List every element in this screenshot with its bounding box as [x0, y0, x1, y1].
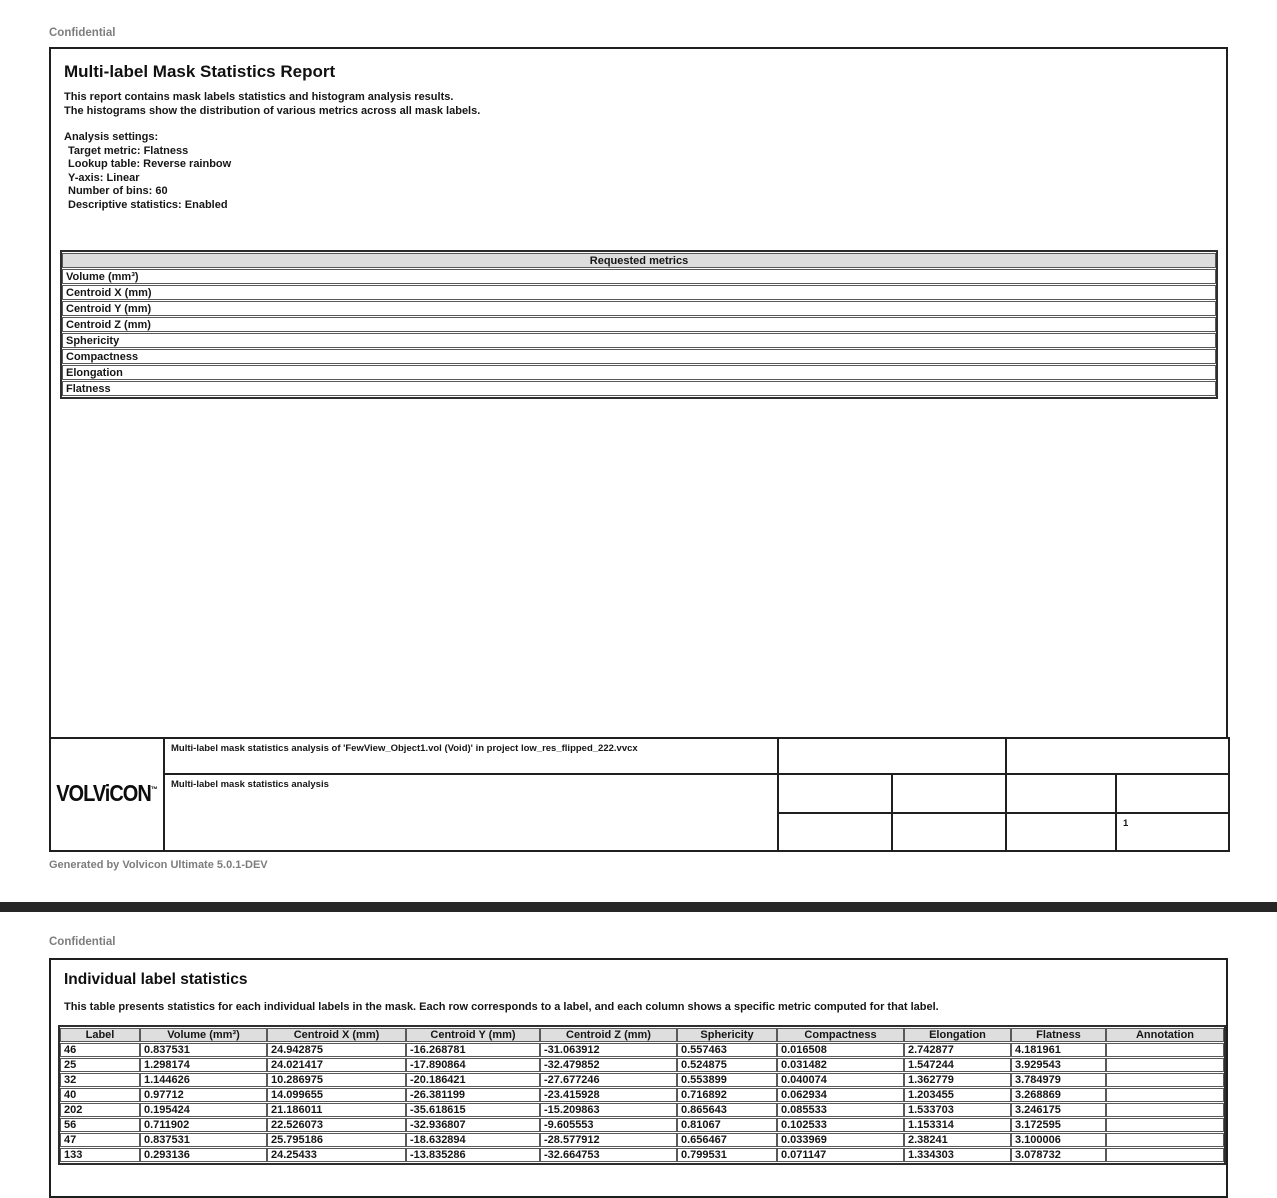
requested-metric-row — [62, 349, 1216, 364]
table-cell: 1.334303 — [904, 1148, 1011, 1162]
analysis-settings — [64, 131, 231, 212]
table-row — [60, 1103, 1224, 1117]
table-cell: 0.102533 — [777, 1118, 904, 1132]
requested-metric-row — [62, 301, 1216, 316]
table-cell: -17.890864 — [406, 1058, 540, 1072]
table-cell: 3.172595 — [1011, 1118, 1106, 1132]
table-cell: 0.711902 — [140, 1118, 267, 1132]
table-cell: 0.837531 — [140, 1043, 267, 1057]
table-cell: 14.099655 — [267, 1088, 406, 1102]
requested-metric-row — [62, 269, 1216, 284]
table-cell: 1.153314 — [904, 1118, 1011, 1132]
page1-title: Multi-label Mask Statistics Report — [64, 62, 336, 81]
footer-row-1 — [50, 738, 1229, 774]
table-cell: 0.033969 — [777, 1133, 904, 1147]
table-cell: 0.040074 — [777, 1073, 904, 1087]
table-row — [60, 1043, 1224, 1057]
table-cell: -32.479852 — [540, 1058, 677, 1072]
table-cell: -27.677246 — [540, 1073, 677, 1087]
table-cell: 0.195424 — [140, 1103, 267, 1117]
table-cell: 1.144626 — [140, 1073, 267, 1087]
requested-metric-name: Centroid X (mm) — [62, 285, 1216, 300]
requested-metrics-body — [62, 269, 1216, 396]
table-cell: 133 — [60, 1148, 140, 1162]
table-cell: 46 — [60, 1043, 140, 1057]
footer-empty-cell-i — [1006, 813, 1116, 851]
footer-empty-cell-c — [778, 774, 892, 813]
table-cell: 3.078732 — [1011, 1148, 1106, 1162]
table-row — [60, 1058, 1224, 1072]
label-statistics-body — [60, 1043, 1224, 1162]
table-cell: 47 — [60, 1133, 140, 1147]
table-cell: 3.100006 — [1011, 1133, 1106, 1147]
table-cell: 3.268869 — [1011, 1088, 1106, 1102]
table-cell: 2.38241 — [904, 1133, 1011, 1147]
report-page-2 — [49, 958, 1228, 1198]
title-block-footer — [49, 737, 1230, 852]
table-cell: 40 — [60, 1088, 140, 1102]
trademark-symbol: ™ — [150, 786, 158, 795]
report-page-1 — [49, 47, 1228, 852]
column-header: Sphericity — [677, 1028, 777, 1042]
table-cell: -28.577912 — [540, 1133, 677, 1147]
table-cell: 0.071147 — [777, 1148, 904, 1162]
table-cell: 2.742877 — [904, 1043, 1011, 1057]
table-cell: -31.063912 — [540, 1043, 677, 1057]
table-cell — [1106, 1148, 1224, 1162]
column-header: Compactness — [777, 1028, 904, 1042]
table-row — [60, 1073, 1224, 1087]
table-cell: 25 — [60, 1058, 140, 1072]
page-separator-bar — [0, 902, 1277, 912]
column-header: Label — [60, 1028, 140, 1042]
requested-metric-name: Volume (mm³) — [62, 269, 1216, 284]
table-cell: -15.209863 — [540, 1103, 677, 1117]
column-header: Annotation — [1106, 1028, 1224, 1042]
table-cell: 22.526073 — [267, 1118, 406, 1132]
table-row — [60, 1118, 1224, 1132]
table-cell: -35.618615 — [406, 1103, 540, 1117]
table-cell: 10.286975 — [267, 1073, 406, 1087]
requested-metric-name: Elongation — [62, 365, 1216, 380]
column-header: Centroid Z (mm) — [540, 1028, 677, 1042]
volvicon-logo — [50, 738, 164, 851]
page2-description: This table presents statistics for each individual labels in the mask. Each row corresponds to a label, and each column shows a specific metric computed for that label. — [64, 1001, 939, 1013]
requested-metric-name: Sphericity — [62, 333, 1216, 348]
table-cell: 1.203455 — [904, 1088, 1011, 1102]
table-cell: -13.835286 — [406, 1148, 540, 1162]
table-cell: 1.362779 — [904, 1073, 1011, 1087]
page2-title: Individual label statistics — [64, 971, 248, 988]
confidential-label-page2: Confidential — [49, 936, 116, 948]
setting-lookup-table: Lookup table: Reverse rainbow — [68, 158, 232, 170]
table-cell — [1106, 1073, 1224, 1087]
table-cell: -18.632894 — [406, 1133, 540, 1147]
analysis-settings-heading: Analysis settings: — [64, 131, 159, 143]
table-cell: 56 — [60, 1118, 140, 1132]
table-cell: -26.381199 — [406, 1088, 540, 1102]
table-cell: 0.085533 — [777, 1103, 904, 1117]
table-cell: 0.865643 — [677, 1103, 777, 1117]
requested-metric-name: Centroid Z (mm) — [62, 317, 1216, 332]
column-header: Centroid Y (mm) — [406, 1028, 540, 1042]
table-row — [60, 1088, 1224, 1102]
table-cell: 25.795186 — [267, 1133, 406, 1147]
table-cell: 3.929543 — [1011, 1058, 1106, 1072]
table-cell: 1.547244 — [904, 1058, 1011, 1072]
requested-metric-row — [62, 333, 1216, 348]
table-cell: 202 — [60, 1103, 140, 1117]
table-cell: 4.181961 — [1011, 1043, 1106, 1057]
table-cell: 0.016508 — [777, 1043, 904, 1057]
table-cell: -16.268781 — [406, 1043, 540, 1057]
page-number: 1 — [1116, 813, 1229, 851]
footer-empty-cell-d — [892, 774, 1006, 813]
requested-metric-row — [62, 317, 1216, 332]
table-cell — [1106, 1088, 1224, 1102]
description-line-1: This report contains mask labels statistics and histogram analysis results. — [64, 91, 454, 103]
requested-metric-row — [62, 365, 1216, 380]
description-line-2: The histograms show the distribution of various metrics across all mask labels. — [64, 104, 481, 117]
table-cell: 0.716892 — [677, 1088, 777, 1102]
requested-metric-row — [62, 285, 1216, 300]
footer-empty-cell-a — [778, 738, 1006, 774]
label-statistics-table — [58, 1025, 1226, 1165]
table-cell — [1106, 1058, 1224, 1072]
table-cell: 24.021417 — [267, 1058, 406, 1072]
table-cell: 0.031482 — [777, 1058, 904, 1072]
table-cell: 0.557463 — [677, 1043, 777, 1057]
table-cell: 0.81067 — [677, 1118, 777, 1132]
column-header: Elongation — [904, 1028, 1011, 1042]
table-cell: -23.415928 — [540, 1088, 677, 1102]
footer-analysis-title: Multi-label mask statistics analysis of 'FewView_Object1.vol (Void)' in project low_res_flipped_222.vvcx — [164, 738, 778, 774]
table-cell: 1.298174 — [140, 1058, 267, 1072]
footer-empty-cell-h — [892, 813, 1006, 851]
setting-number-of-bins: Number of bins: 60 — [68, 185, 168, 197]
footer-empty-cell-g — [778, 813, 892, 851]
footer-analysis-subtitle: Multi-label mask statistics analysis — [164, 774, 778, 851]
requested-metrics-header-row — [62, 253, 1216, 268]
volvicon-logo-text: VOLViCON™ — [56, 781, 158, 807]
table-cell: 3.784979 — [1011, 1073, 1106, 1087]
table-cell: -20.186421 — [406, 1073, 540, 1087]
column-header: Centroid X (mm) — [267, 1028, 406, 1042]
table-cell: 0.97712 — [140, 1088, 267, 1102]
table-cell: 24.942875 — [267, 1043, 406, 1057]
table-cell: 0.656467 — [677, 1133, 777, 1147]
table-cell: 24.25433 — [267, 1148, 406, 1162]
footer-empty-cell-e — [1006, 774, 1116, 813]
table-cell — [1106, 1118, 1224, 1132]
table-cell — [1106, 1103, 1224, 1117]
table-cell: 0.837531 — [140, 1133, 267, 1147]
table-cell: 0.293136 — [140, 1148, 267, 1162]
table-cell: 21.186011 — [267, 1103, 406, 1117]
table-row — [60, 1148, 1224, 1162]
requested-metric-row — [62, 381, 1216, 396]
column-header: Volume (mm³) — [140, 1028, 267, 1042]
table-cell: 0.524875 — [677, 1058, 777, 1072]
table-cell: -32.664753 — [540, 1148, 677, 1162]
requested-metric-name: Centroid Y (mm) — [62, 301, 1216, 316]
table-cell: 0.553899 — [677, 1073, 777, 1087]
table-cell — [1106, 1133, 1224, 1147]
requested-metric-name: Flatness — [62, 381, 1216, 396]
requested-metrics-table — [60, 250, 1218, 399]
generated-by-label: Generated by Volvicon Ultimate 5.0.1-DEV — [49, 859, 268, 871]
label-statistics-header-row — [60, 1028, 1224, 1042]
footer-empty-cell-f — [1116, 774, 1229, 813]
table-cell: 32 — [60, 1073, 140, 1087]
column-header: Flatness — [1011, 1028, 1106, 1042]
table-row — [60, 1133, 1224, 1147]
requested-metrics-header: Requested metrics — [62, 253, 1216, 268]
footer-row-2 — [50, 774, 1229, 813]
footer-empty-cell-b — [1006, 738, 1229, 774]
confidential-label-page1: Confidential — [49, 27, 116, 39]
table-cell: 3.246175 — [1011, 1103, 1106, 1117]
table-cell: 1.533703 — [904, 1103, 1011, 1117]
table-cell: -32.936807 — [406, 1118, 540, 1132]
table-cell: -9.605553 — [540, 1118, 677, 1132]
page1-description — [64, 91, 480, 118]
setting-descriptive-statistics: Descriptive statistics: Enabled — [68, 198, 228, 211]
requested-metric-name: Compactness — [62, 349, 1216, 364]
setting-target-metric: Target metric: Flatness — [68, 144, 189, 157]
table-cell: 0.799531 — [677, 1148, 777, 1162]
table-cell: 0.062934 — [777, 1088, 904, 1102]
setting-y-axis: Y-axis: Linear — [68, 171, 140, 184]
table-cell — [1106, 1043, 1224, 1057]
